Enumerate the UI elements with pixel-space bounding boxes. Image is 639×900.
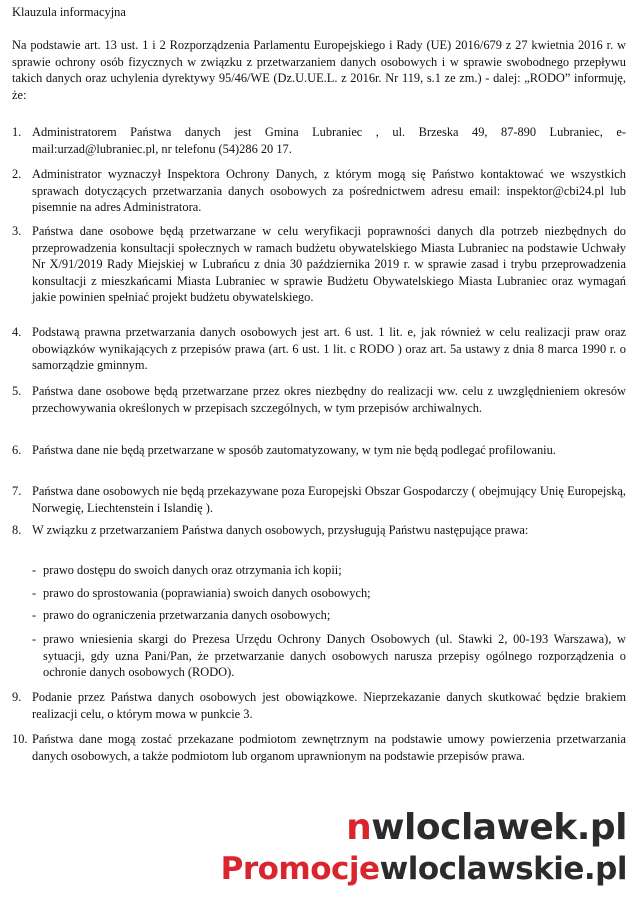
clause-text: Państwa dane osobowe będą przetwarzane w celu weryfikacji poprawności danych dla potrzeb niezbędnych do przeprowadzenia konsultacji społecznych w ramach budżetu obywatelskiego Miasta Lubraniec na podstawie Uchwały Nr X/91/2019 Rady Miejskiej w Lubrańcu z dnia 30 października 2019 r. w sprawie zasad i trybu przeprowadzenia konsultacji z mieszkańcami Miasta Lubraniec w sprawie Budżetu Obywatelskiego Miasta Lubraniec oraz wymagań jakie powinien spełniać projekt budżetu obywatelskiego.: [32, 224, 626, 305]
watermark-dark-part: wloclawskie.pl: [379, 851, 627, 887]
watermark-red-part: n: [346, 807, 372, 848]
clause-number: 9.: [12, 690, 22, 704]
clause-text: Państwa dane mogą zostać przekazane podmiotom zewnętrznym na podstawie umowy powierzenia przetwarzania danych osobowych, a także podmiotom lub organom uprawnionym na podstawie przepisów prawa.: [32, 732, 626, 763]
clause-number: 8.: [12, 523, 22, 537]
clause-text: Podanie przez Państwa danych osobowych jest obowiązkowe. Nieprzekazanie danych skutkować będzie brakiem realizacji celu, o którym mowa w punkcie 3.: [32, 690, 626, 721]
clause-text: Administratorem Państwa danych jest Gmina Lubraniec , ul. Brzeska 49, 87-890 Lubraniec, e-mail:urzad@lubraniec.pl, nr telefonu (54)286 20 17.: [32, 125, 626, 156]
clause-text: Administrator wyznaczył Inspektora Ochrony Danych, z którym mogą się Państwo kontaktować we wszystkich sprawach dotyczących przetwarzania danych osobowych za pośrednictwem adresu email: inspektor@cbi24.pl lub pisemnie na adres Administratora.: [32, 167, 626, 215]
right-text: prawo do sprostowania (poprawiania) swoich danych osobowych;: [43, 586, 371, 600]
clause-1: [12, 124, 626, 157]
clause-number: 1.: [12, 125, 22, 139]
clause-5: [12, 383, 626, 416]
list-dash: -: [32, 608, 37, 622]
right-item: [32, 562, 626, 579]
right-text: prawo do ograniczenia przetwarzania danych osobowych;: [43, 608, 331, 622]
clause-text: Podstawą prawna przetwarzania danych osobowych jest art. 6 ust. 1 lit. e, jak również w celu realizacji praw oraz obowiązków wynikających z przepisów prawa (art. 6 ust. 1 lit. c RODO ) oraz art. 5a ustawy z dnia 8 marca 1990 r. o samorządzie gminnym.: [32, 325, 626, 373]
watermark-dark-part: wloclawek.pl: [371, 807, 627, 848]
right-text: prawo wniesienia skargi do Prezesa Urzędu Ochrony Danych Osobowych (ul. Stawki 2, 00-193 Warszawa), w sytuacji, gdy uzna Pani/Pan, że przetwarzanie danych osobowych narusza przepisy ogólnego rozporządzenia o ochronie danych osobowych (RODO).: [43, 632, 626, 680]
list-dash: -: [32, 632, 37, 646]
clause-number: 6.: [12, 443, 22, 457]
clause-8: [12, 522, 626, 539]
clause-number: 7.: [12, 484, 22, 498]
clause-4: [12, 324, 626, 374]
clause-2: [12, 166, 626, 216]
clause-text: Państwa dane osobowych nie będą przekazywane poza Europejski Obszar Gospodarczy ( obejmujący Unię Europejską, Norwegię, Liechtenstein i Islandię ).: [32, 484, 626, 515]
clause-number: 4.: [12, 325, 22, 339]
clause-6: [12, 442, 626, 459]
clause-text: W związku z przetwarzaniem Państwa danych osobowych, przysługują Państwu następujące prawa:: [32, 523, 529, 537]
document-title: Klauzula informacyjna: [12, 5, 126, 19]
clause-number: 3.: [12, 224, 22, 238]
watermark-promocje: [221, 851, 627, 887]
list-dash: -: [32, 586, 37, 600]
right-text: prawo dostępu do swoich danych oraz otrzymania ich kopii;: [43, 563, 342, 577]
watermark-nwloclawek: [346, 808, 627, 848]
clause-number: 10.: [12, 732, 28, 746]
clause-7: [12, 483, 626, 516]
clause-text: Państwa dane osobowe będą przetwarzane przez okres niezbędny do realizacji ww. celu z uwzględnieniem okresów przechowywania określonych w przepisach szczególnych, w tym przepisów archiwalnych.: [32, 384, 626, 415]
right-item: [32, 631, 626, 681]
watermark-red-part: Promocje: [220, 851, 380, 887]
clause-number: 5.: [12, 384, 22, 398]
clause-text: Państwa dane nie będą przetwarzane w sposób zautomatyzowany, w tym nie będą podlegać profilowaniu.: [32, 443, 556, 457]
right-item: [32, 607, 626, 624]
clause-3: [12, 223, 626, 306]
intro-paragraph: Na podstawie art. 13 ust. 1 i 2 Rozporządzenia Parlamentu Europejskiego i Rady (UE) 2016/679 z 27 kwietnia 2016 r. w sprawie ochrony osób fizycznych w związku z przetwarzaniem danych osobowych i w sprawie swobodnego przepływu takich danych oraz uchylenia dyrektywy 95/46/WE (Dz.U.UE.L. z 2016r. Nr 119, s.1 ze zm.) - dalej: „RODO” informuję, że:: [12, 38, 626, 102]
clause-10: [12, 731, 626, 764]
clause-number: 2.: [12, 167, 22, 181]
clause-9: [12, 689, 626, 722]
right-item: [32, 585, 626, 602]
list-dash: -: [32, 563, 37, 577]
